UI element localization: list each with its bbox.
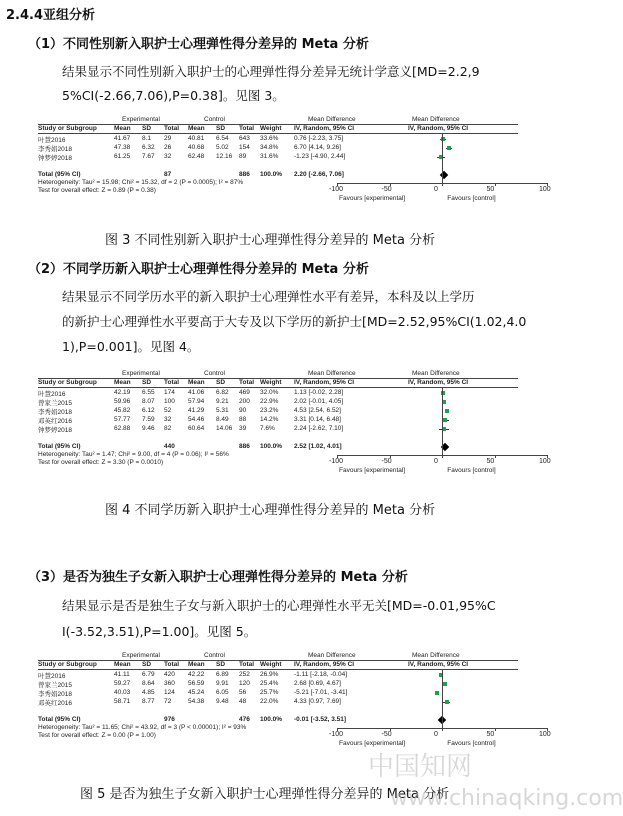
- overall-effect: Test for overall effect: Z = 3.30 (P = 0.0010): [38, 459, 164, 466]
- point-estimate: [443, 682, 447, 686]
- axis-tick: [442, 183, 443, 186]
- cell-sd-exp: 8.1: [142, 135, 152, 142]
- cell-sd-exp: 6.79: [142, 671, 155, 678]
- study-name: 李秀娟2018: [38, 691, 72, 698]
- heterogeneity: Heterogeneity: Tau² = 15.98; Chi² = 15.32, df = 2 (P = 0.0005); I² = 87%: [38, 179, 244, 186]
- cell-sd-ctl: 6.05: [216, 689, 229, 696]
- cell-ci: 4.33 [0.97, 7.69]: [294, 698, 341, 705]
- cell-sd-ctl: 6.54: [216, 135, 229, 142]
- cell-mean-ctl: 60.64: [188, 425, 205, 432]
- cell-total-exp: 32: [164, 153, 172, 160]
- header-sd-ctl: SD: [216, 125, 226, 132]
- watermark-url: www.chinaqking.com: [390, 786, 623, 811]
- header-weight: Weight: [260, 379, 282, 386]
- cell-total-exp: 52: [164, 407, 172, 414]
- cell-mean-exp: 59.96: [114, 398, 131, 405]
- cell-mean-exp: 62.88: [114, 425, 131, 432]
- total-n-ctl: 476: [239, 716, 250, 723]
- header-mean-ctl: Mean: [188, 125, 205, 132]
- favours-control: Favours [control]: [447, 467, 496, 474]
- subsection-heading-3: （3）是否为独生子女新入职护士心理弹性得分差异的 Meta 分析: [28, 570, 408, 585]
- study-name: 曾家兰2015: [38, 400, 72, 407]
- cell-sd-exp: 8.07: [142, 398, 155, 405]
- cell-mean-ctl: 54.46: [188, 416, 205, 423]
- cell-mean-exp: 42.19: [114, 389, 131, 396]
- cell-total-ctl: 200: [239, 398, 250, 405]
- axis-tick-label: -50: [381, 731, 392, 738]
- cell-sd-ctl: 14.06: [216, 425, 233, 432]
- favours-experimental: Favours [experimental]: [339, 467, 406, 474]
- cell-mean-ctl: 42.22: [188, 671, 205, 678]
- point-estimate: [435, 691, 439, 695]
- cell-mean-ctl: 40.68: [188, 144, 205, 151]
- cell-mean-ctl: 57.94: [188, 398, 205, 405]
- axis-tick: [495, 728, 496, 731]
- header-method: IV, Random, 95% CI: [294, 661, 355, 668]
- cell-sd-exp: 9.46: [142, 425, 155, 432]
- header-mean-exp: Mean: [114, 125, 131, 132]
- header-method-plot: IV, Random, 95% CI: [408, 125, 469, 132]
- header-mean-difference-plot: Mean Difference: [412, 370, 460, 377]
- paragraph-2-line-1: 结果显示不同学历水平的新入职护士心理弹性水平有差异，本科及以上学历: [62, 289, 475, 304]
- axis-tick-label: 50: [486, 731, 495, 738]
- header-mean-difference: Mean Difference: [308, 370, 356, 377]
- cell-weight: 23.2%: [260, 407, 279, 414]
- overall-effect: Test for overall effect: Z = 0.89 (P = 0.38): [38, 187, 156, 194]
- cell-sd-exp: 7.67: [142, 153, 155, 160]
- cell-mean-exp: 40.03: [114, 689, 131, 696]
- heterogeneity: Heterogeneity: Tau² = 1.47; Chi² = 9.00, df = 4 (P = 0.06); I² = 56%: [38, 451, 229, 458]
- header-line-bottom: [38, 387, 518, 388]
- header-method: IV, Random, 95% CI: [294, 379, 355, 386]
- cell-total-ctl: 90: [239, 407, 247, 414]
- cell-sd-exp: 6.32: [142, 144, 155, 151]
- total-ci: -0.01 [-3.52, 3.51]: [294, 716, 347, 723]
- study-name: 叶慧2016: [38, 137, 66, 144]
- paragraph-2-line-2: 的新护士心理弹性水平要高于大专及以下学历的新护士[MD=2.52,95%CI(1.02,4.0: [62, 314, 527, 329]
- cell-sd-ctl: 8.49: [216, 416, 229, 423]
- axis-tick-label: 100: [539, 458, 551, 465]
- axis-tick-label: 0: [434, 731, 438, 738]
- header-mean-difference-plot: Mean Difference: [412, 652, 460, 659]
- cell-mean-exp: 45.82: [114, 407, 131, 414]
- header-control: Control: [204, 652, 225, 659]
- study-name: 叶慧2016: [38, 391, 66, 398]
- cell-total-ctl: 39: [239, 425, 247, 432]
- cell-sd-ctl: 6.82: [216, 389, 229, 396]
- favours-control: Favours [control]: [447, 740, 496, 747]
- total-weight: 100.0%: [260, 171, 283, 178]
- total-ci: 2.20 [-2.66, 7.06]: [294, 171, 344, 178]
- header-mean-ctl: Mean: [188, 379, 205, 386]
- paragraph-1-line-1: 结果显示不同性别新入职护士的心理弹性得分差异无统计学意义[MD=2.2,9: [62, 64, 480, 79]
- zero-line: [442, 387, 443, 455]
- heterogeneity: Heterogeneity: Tau² = 11.65; Chi² = 43.92, df = 3 (P < 0.00001); I² = 93%: [38, 724, 247, 731]
- header-method-plot: IV, Random, 95% CI: [408, 661, 469, 668]
- cell-weight: 34.8%: [260, 144, 279, 151]
- header-sd-exp: SD: [142, 379, 152, 386]
- cell-ci: 6.70 [4.14, 9.26]: [294, 144, 341, 151]
- cell-total-exp: 26: [164, 144, 172, 151]
- study-name: 邓英红2016: [38, 700, 72, 707]
- header-sd-ctl: SD: [216, 379, 226, 386]
- watermark-cn: 中国知网: [368, 752, 473, 782]
- cell-weight: 26.9%: [260, 671, 279, 678]
- total-weight: 100.0%: [260, 443, 283, 450]
- cell-total-exp: 100: [164, 398, 175, 405]
- subsection-heading-2: （2）不同学历新入职护士心理弹性得分差异的 Meta 分析: [28, 262, 369, 277]
- header-mean-difference: Mean Difference: [308, 652, 356, 659]
- favours-control: Favours [control]: [447, 195, 496, 202]
- axis-tick: [495, 455, 496, 458]
- header-mean-difference: Mean Difference: [308, 116, 356, 123]
- cell-ci: -1.23 [-4.90, 2.44]: [294, 153, 346, 160]
- cell-sd-ctl: 9.91: [216, 680, 229, 687]
- cell-sd-ctl: 12.16: [216, 153, 233, 160]
- figure-5-caption: 图 5 是否为独生子女新入职护士心理弹性得分差异的 Meta 分析: [80, 787, 450, 802]
- cell-sd-ctl: 9.21: [216, 398, 229, 405]
- axis-tick-label: 100: [539, 186, 551, 193]
- favours-experimental: Favours [experimental]: [339, 740, 406, 747]
- cell-total-ctl: 469: [239, 389, 250, 396]
- cell-total-exp: 420: [164, 671, 175, 678]
- cell-sd-exp: 6.12: [142, 407, 155, 414]
- header-weight: Weight: [260, 661, 282, 668]
- figure-3-caption: 图 3 不同性别新入职护士心理弹性得分差异的 Meta 分析: [105, 233, 436, 248]
- cell-weight: 25.4%: [260, 680, 279, 687]
- cell-sd-ctl: 6.89: [216, 671, 229, 678]
- study-name: 钟梦婷2018: [38, 427, 72, 434]
- cell-sd-exp: 4.85: [142, 689, 155, 696]
- axis-tick-label: 0: [434, 186, 438, 193]
- cell-total-exp: 32: [164, 416, 172, 423]
- cell-weight: 22.0%: [260, 698, 279, 705]
- cell-mean-ctl: 56.59: [188, 680, 205, 687]
- cell-sd-exp: 8.77: [142, 698, 155, 705]
- total-n-exp: 440: [164, 443, 175, 450]
- paragraph-3-line-1: 结果显示是否是独生子女与新入职护士的心理弹性水平无关[MD=-0.01,95%C: [62, 598, 496, 613]
- cell-total-exp: 82: [164, 425, 172, 432]
- point-estimate: [445, 700, 449, 704]
- total-n-exp: 976: [164, 716, 175, 723]
- cell-total-exp: 124: [164, 689, 175, 696]
- section-heading: 2.4.4亚组分析: [6, 8, 96, 23]
- cell-mean-exp: 61.25: [114, 153, 131, 160]
- header-total-ctl: Total: [239, 125, 255, 132]
- header-method-plot: IV, Random, 95% CI: [408, 379, 469, 386]
- axis-tick-label: -100: [329, 186, 344, 193]
- cell-weight: 31.6%: [260, 153, 279, 160]
- zero-line: [442, 133, 443, 183]
- cell-total-ctl: 56: [239, 689, 247, 696]
- cell-total-exp: 72: [164, 698, 172, 705]
- study-name: 李秀娟2018: [38, 409, 72, 416]
- header-total-exp: Total: [164, 661, 180, 668]
- cell-mean-ctl: 62.48: [188, 153, 205, 160]
- cell-mean-exp: 41.11: [114, 671, 130, 678]
- study-name: 曾家兰2015: [38, 682, 72, 689]
- cell-total-ctl: 252: [239, 671, 250, 678]
- paragraph-1-line-2: 5%CI(-2.66,7.06),P=0.38]。见图 3。: [62, 88, 285, 103]
- zero-line: [442, 669, 443, 728]
- cell-weight: 22.9%: [260, 398, 279, 405]
- cell-mean-exp: 41.67: [114, 135, 131, 142]
- axis-tick-label: -50: [381, 458, 392, 465]
- header-sd-exp: SD: [142, 125, 152, 132]
- total-label: Total (95% CI): [38, 171, 81, 178]
- total-label: Total (95% CI): [38, 716, 81, 723]
- figure-4-caption: 图 4 不同学历新入职护士心理弹性得分差异的 Meta 分析: [105, 503, 436, 518]
- paragraph-3-line-2: I(-3.52,3.51),P=1.00]。见图 5。: [62, 624, 257, 639]
- header-mean-exp: Mean: [114, 379, 131, 386]
- cell-sd-ctl: 5.31: [216, 407, 229, 414]
- cell-ci: 0.76 [-2.23, 3.75]: [294, 135, 344, 142]
- header-control: Control: [204, 116, 225, 123]
- header-line-bottom: [38, 669, 518, 670]
- cell-mean-ctl: 45.24: [188, 689, 205, 696]
- cell-ci: 4.53 [2.54, 6.52]: [294, 407, 341, 414]
- header-control: Control: [204, 370, 225, 377]
- axis-tick-label: 50: [486, 458, 495, 465]
- cell-ci: -5.21 [-7.01, -3.41]: [294, 689, 348, 696]
- axis-tick-label: -50: [381, 186, 392, 193]
- total-n-exp: 87: [164, 171, 172, 178]
- header-total-ctl: Total: [239, 379, 255, 386]
- axis-tick: [442, 455, 443, 458]
- cell-weight: 7.6%: [260, 425, 275, 432]
- cell-ci: 2.24 [-2.62, 7.10]: [294, 425, 344, 432]
- cell-mean-ctl: 41.06: [188, 389, 205, 396]
- total-weight: 100.0%: [260, 716, 283, 723]
- cell-total-exp: 174: [164, 389, 175, 396]
- study-name: 钟梦婷2018: [38, 155, 72, 162]
- header-experimental: Experimental: [122, 116, 160, 123]
- total-ci: 2.52 [1.02, 4.01]: [294, 443, 342, 450]
- point-estimate: [443, 418, 447, 422]
- study-name: 邓英红2016: [38, 418, 72, 425]
- subsection-heading-1: （1）不同性别新入职护士心理弹性得分差异的 Meta 分析: [28, 37, 369, 52]
- total-n-ctl: 886: [239, 171, 250, 178]
- cell-total-ctl: 89: [239, 153, 247, 160]
- header-experimental: Experimental: [122, 652, 160, 659]
- axis-tick-label: 50: [486, 186, 495, 193]
- axis-tick: [495, 183, 496, 186]
- cell-total-exp: 360: [164, 680, 175, 687]
- cell-total-ctl: 643: [239, 135, 250, 142]
- cell-weight: 14.2%: [260, 416, 279, 423]
- cell-ci: 2.02 [-0.01, 4.05]: [294, 398, 344, 405]
- header-line-bottom: [38, 133, 518, 134]
- cell-total-ctl: 88: [239, 416, 247, 423]
- header-study: Study or Subgroup: [38, 379, 97, 386]
- cell-ci: 1.13 [-0.02, 2.28]: [294, 389, 344, 396]
- cell-sd-exp: 8.64: [142, 680, 155, 687]
- cell-mean-exp: 58.71: [114, 698, 131, 705]
- cell-ci: 3.31 [0.14, 6.48]: [294, 416, 341, 423]
- header-mean-difference-plot: Mean Difference: [412, 116, 460, 123]
- point-estimate: [447, 146, 451, 150]
- header-total-exp: Total: [164, 379, 180, 386]
- axis-tick-label: -100: [329, 458, 344, 465]
- cell-ci: -1.11 [-2.18, -0.04]: [294, 671, 347, 678]
- cell-sd-ctl: 5.02: [216, 144, 229, 151]
- paragraph-2-line-3: 1),P=0.001]。见图 4。: [62, 339, 200, 354]
- cell-sd-exp: 6.55: [142, 389, 155, 396]
- cell-mean-ctl: 40.81: [188, 135, 205, 142]
- cell-weight: 32.0%: [260, 389, 279, 396]
- cell-total-ctl: 120: [239, 680, 250, 687]
- header-method: IV, Random, 95% CI: [294, 125, 355, 132]
- cell-sd-ctl: 9.48: [216, 698, 229, 705]
- header-experimental: Experimental: [122, 370, 160, 377]
- header-study: Study or Subgroup: [38, 125, 97, 132]
- cell-total-exp: 29: [164, 135, 172, 142]
- axis-tick-label: -100: [329, 731, 344, 738]
- cell-weight: 33.6%: [260, 135, 279, 142]
- header-total-exp: Total: [164, 125, 180, 132]
- cell-total-ctl: 48: [239, 698, 247, 705]
- study-name: 叶慧2016: [38, 673, 66, 680]
- header-sd-exp: SD: [142, 661, 152, 668]
- header-mean-ctl: Mean: [188, 661, 205, 668]
- header-mean-exp: Mean: [114, 661, 131, 668]
- axis-tick: [442, 728, 443, 731]
- header-study: Study or Subgroup: [38, 661, 97, 668]
- total-label: Total (95% CI): [38, 443, 81, 450]
- cell-ci: 2.68 [0.69, 4.67]: [294, 680, 341, 687]
- cell-mean-ctl: 41.29: [188, 407, 205, 414]
- overall-effect: Test for overall effect: Z = 0.00 (P = 1.00): [38, 732, 156, 739]
- header-sd-ctl: SD: [216, 661, 226, 668]
- cell-weight: 25.7%: [260, 689, 279, 696]
- cell-sd-exp: 7.59: [142, 416, 155, 423]
- cell-mean-exp: 47.38: [114, 144, 131, 151]
- cell-mean-exp: 59.27: [114, 680, 131, 687]
- study-name: 李秀娟2018: [38, 146, 72, 153]
- total-n-ctl: 886: [239, 443, 250, 450]
- cell-total-ctl: 154: [239, 144, 250, 151]
- header-total-ctl: Total: [239, 661, 255, 668]
- point-estimate: [445, 409, 449, 413]
- favours-experimental: Favours [experimental]: [339, 195, 406, 202]
- cell-mean-ctl: 54.38: [188, 698, 205, 705]
- header-weight: Weight: [260, 125, 282, 132]
- axis-tick-label: 100: [539, 731, 551, 738]
- cell-mean-exp: 57.77: [114, 416, 131, 423]
- axis-tick-label: 0: [434, 458, 438, 465]
